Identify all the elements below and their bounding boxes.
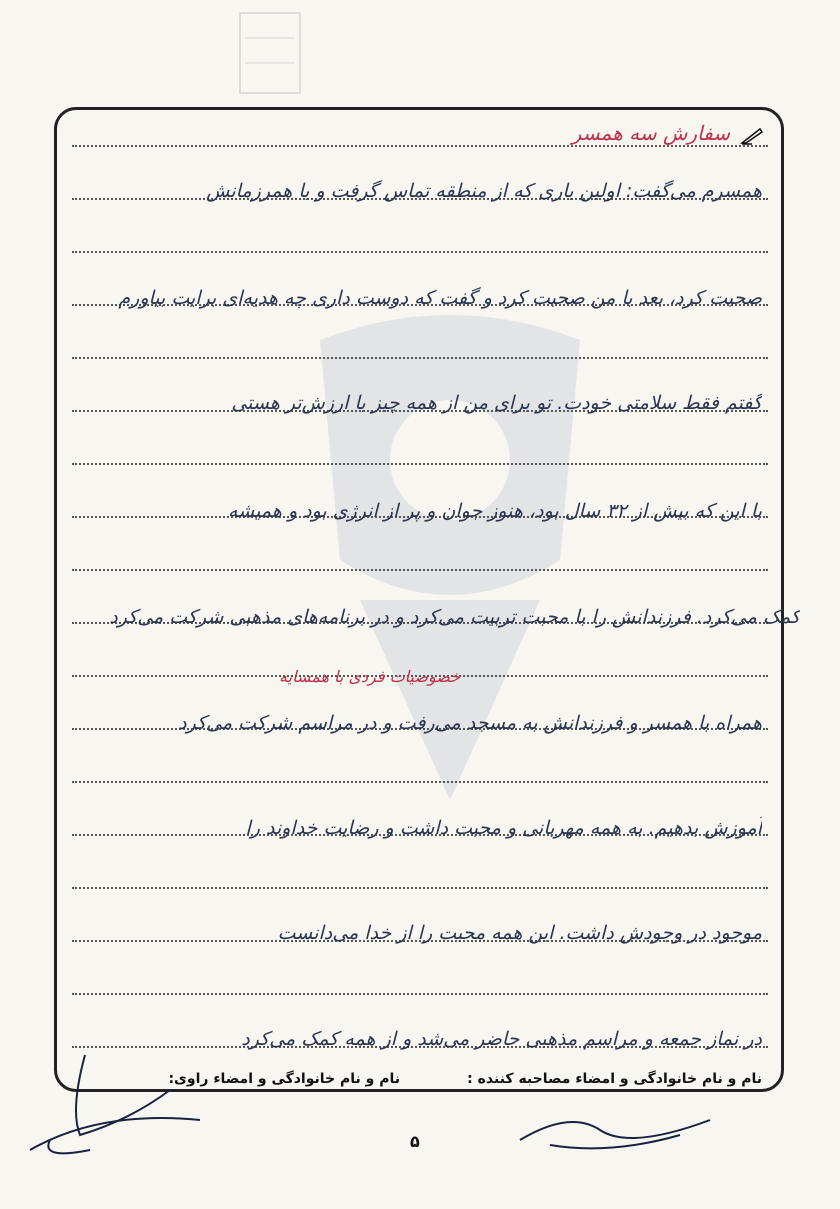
dotted-rule [72, 887, 768, 889]
handwritten-line: صحبت کرد، بعد با من صحبت کرد و گفت که دوست داری چه هدیه‌ای برایت بیاورم [118, 287, 762, 309]
handwritten-line: موجود در وجودش داشت. این همه محبت را از خدا می‌دانست [277, 922, 762, 944]
narrator-signature-label: نام و نام خانوادگی و امضاء راوی: [168, 1071, 400, 1087]
interviewer-signature-label: نام و نام خانوادگی و امضاء مصاحبه کننده : [467, 1071, 762, 1087]
dotted-rule [72, 569, 768, 571]
handwritten-line: با این که بیش از ۳۲ سال بود، هنوز جوان و پر از انرژی بود و همیشه [228, 500, 762, 522]
dotted-rule [72, 357, 768, 359]
handwritten-line: همسرم می‌گفت: اولین باری که از منطقه تماس گرفت و با همرزمانش [206, 180, 762, 202]
handwritten-line: گفتم فقط سلامتی خودت. تو برای من از همه چیز با ارزش‌تر هستی [231, 392, 762, 414]
handwritten-line: در نماز جمعه و مراسم مذهبی حاضر می‌شد و از همه کمک می‌کرد [241, 1028, 762, 1050]
dotted-rule [72, 993, 768, 995]
faded-stamp [235, 8, 305, 98]
narrator-signature [10, 1050, 210, 1160]
page-heading: سفارش سه همسر [571, 121, 730, 145]
dotted-rule [72, 251, 768, 253]
dotted-rule [72, 781, 768, 783]
interviewer-signature [510, 1100, 720, 1160]
margin-note: خصوصیات فردی با همسایه [279, 667, 460, 686]
watermark-emblem [300, 300, 600, 820]
handwritten-line: همراه با همسر و فرزندانش به مسجد می‌رفت و در مراسم شرکت می‌کرد [178, 712, 762, 734]
handwritten-line: کمک می‌کرد. فرزندانش را با محبت تربیت می‌کرد و در برنامه‌های مذهبی شرکت می‌کرد [109, 606, 800, 628]
handwritten-line: آموزش بدهیم. به همه مهربانی و محبت داشت و رضایت خداوند را [245, 817, 762, 839]
page-number: ۵ [410, 1132, 420, 1151]
quill-pen-icon [740, 127, 764, 145]
dotted-rule [72, 463, 768, 465]
